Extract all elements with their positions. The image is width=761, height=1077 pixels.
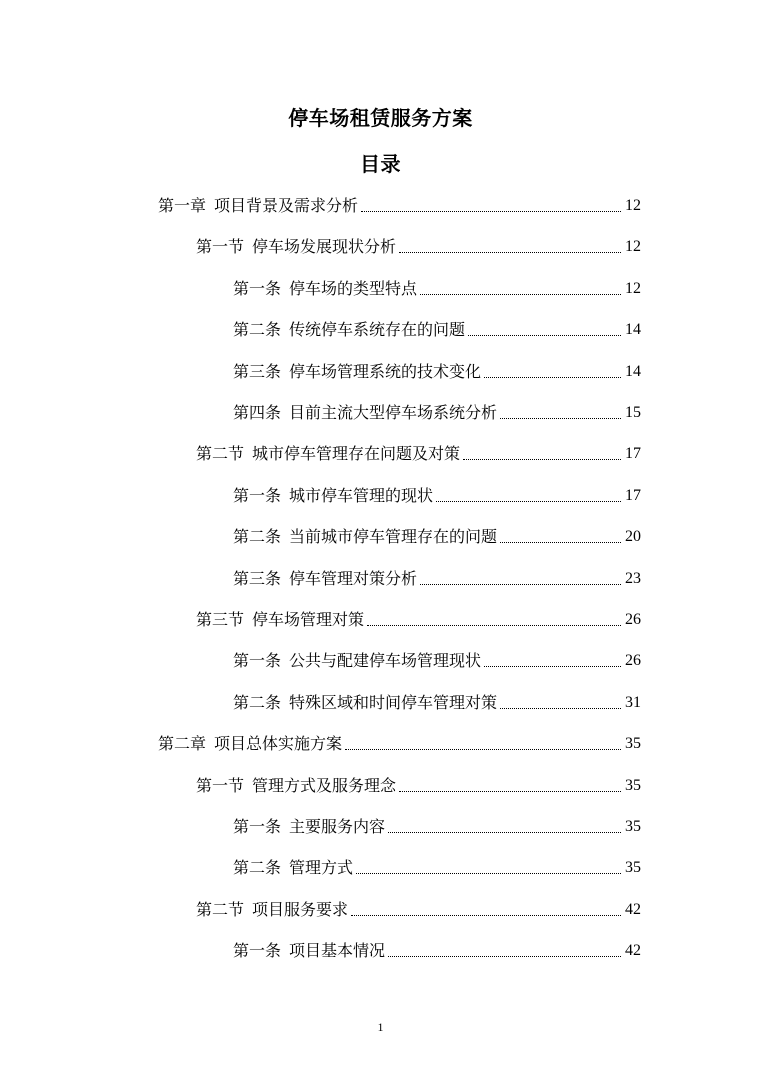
toc-entry-page: 35 (625, 859, 641, 876)
toc-entry[interactable] (196, 442, 641, 466)
toc-dot-leader (420, 584, 621, 585)
toc-dot-leader (500, 542, 621, 543)
toc-entry-page: 42 (625, 942, 641, 959)
toc-entry-page: 12 (625, 280, 641, 297)
toc-entry-title: 项目基本情况 (289, 941, 386, 960)
toc-entry-title: 项目背景及需求分析 (214, 196, 359, 215)
toc-entry-number: 第一条 (233, 817, 282, 836)
toc-dot-leader (399, 791, 621, 792)
toc-dot-leader (436, 501, 621, 502)
toc-entry-title: 特殊区域和时间停车管理对策 (289, 693, 498, 712)
toc-dot-leader (356, 873, 621, 874)
toc-dot-leader (463, 459, 621, 460)
toc-entry-number: 第二节 (196, 900, 245, 919)
toc-entry-number: 第一条 (233, 941, 282, 960)
toc-entry-page: 42 (625, 901, 641, 918)
toc-entry-title: 项目服务要求 (252, 900, 349, 919)
toc-dot-leader (420, 294, 621, 295)
toc-dot-leader (345, 749, 621, 750)
toc-entry-number: 第二节 (196, 444, 245, 463)
toc-dot-leader (399, 252, 621, 253)
toc-entry-number: 第二条 (233, 320, 282, 339)
toc-dot-leader (388, 956, 621, 957)
toc-entry-title: 传统停车系统存在的问题 (289, 320, 466, 339)
toc-entry[interactable] (233, 318, 641, 342)
toc-entry-number: 第一章 (158, 196, 207, 215)
toc-entry[interactable] (233, 815, 641, 839)
document-title: 停车场租赁服务方案 (288, 106, 473, 130)
toc-entry-title: 目前主流大型停车场系统分析 (289, 403, 498, 422)
toc-entry[interactable] (233, 567, 641, 591)
toc-entry[interactable] (233, 525, 641, 549)
toc-entry-page: 14 (625, 363, 641, 380)
toc-entry-number: 第一条 (233, 486, 282, 505)
toc-entry-page: 17 (625, 487, 641, 504)
toc-entry-page: 12 (625, 238, 641, 255)
toc-entry[interactable] (233, 939, 641, 963)
toc-entry-title: 项目总体实施方案 (214, 734, 343, 753)
toc-entry-page: 35 (625, 735, 641, 752)
toc-entry-title: 主要服务内容 (289, 817, 386, 836)
toc-entry-title: 当前城市停车管理存在的问题 (289, 527, 498, 546)
toc-entry[interactable] (233, 691, 641, 715)
toc-entry-number: 第一条 (233, 651, 282, 670)
toc-entry[interactable] (233, 484, 641, 508)
toc-entry-page: 20 (625, 528, 641, 545)
toc-entry[interactable] (196, 898, 641, 922)
toc-dot-leader (500, 418, 621, 419)
toc-entry-page: 23 (625, 570, 641, 587)
toc-entry[interactable] (196, 608, 641, 632)
toc-heading: 目录 (360, 152, 401, 176)
toc-entry-page: 15 (625, 404, 641, 421)
toc-entry-title: 城市停车管理的现状 (289, 486, 434, 505)
toc-dot-leader (367, 625, 621, 626)
toc-entry-number: 第三节 (196, 610, 245, 629)
toc-entry[interactable] (158, 194, 641, 218)
toc-entry-number: 第二条 (233, 858, 282, 877)
toc-dot-leader (361, 211, 621, 212)
toc-entry-number: 第二条 (233, 693, 282, 712)
toc-entry-number: 第三条 (233, 569, 282, 588)
footer-page-number: 1 (377, 1020, 384, 1034)
toc-dot-leader (500, 708, 621, 709)
toc-entry-title: 城市停车管理存在问题及对策 (252, 444, 461, 463)
toc-entry-title: 管理方式 (289, 858, 354, 877)
toc-dot-leader (351, 915, 621, 916)
toc-entry[interactable] (233, 856, 641, 880)
toc-entry-number: 第一节 (196, 237, 245, 256)
toc-entry-page: 17 (625, 445, 641, 462)
toc-entry[interactable] (158, 732, 641, 756)
toc-entry[interactable] (233, 401, 641, 425)
toc-entry-number: 第四条 (233, 403, 282, 422)
toc-entry-number: 第一条 (233, 279, 282, 298)
toc-entry-page: 26 (625, 652, 641, 669)
toc-entry[interactable] (233, 360, 641, 384)
toc-dot-leader (468, 335, 621, 336)
toc-entry-page: 26 (625, 611, 641, 628)
toc-entry-page: 12 (625, 197, 641, 214)
toc-entry-title: 管理方式及服务理念 (252, 776, 397, 795)
toc-entry-title: 公共与配建停车场管理现状 (289, 651, 482, 670)
toc-entry-number: 第三条 (233, 362, 282, 381)
toc-entry-title: 停车管理对策分析 (289, 569, 418, 588)
toc-entry-number: 第二章 (158, 734, 207, 753)
toc-entry-number: 第一节 (196, 776, 245, 795)
toc-entry[interactable] (196, 774, 641, 798)
toc-entry-page: 14 (625, 321, 641, 338)
toc-dot-leader (484, 666, 621, 667)
toc-entry-page: 35 (625, 818, 641, 835)
toc-entry-page: 35 (625, 777, 641, 794)
toc-dot-leader (484, 377, 621, 378)
toc-entry-title: 停车场的类型特点 (289, 279, 418, 298)
toc-entry-title: 停车场管理对策 (252, 610, 365, 629)
toc-entry[interactable] (233, 277, 641, 301)
toc-entry-page: 31 (625, 694, 641, 711)
toc-entry[interactable] (196, 235, 641, 259)
toc-entry-number: 第二条 (233, 527, 282, 546)
toc-entry-title: 停车场管理系统的技术变化 (289, 362, 482, 381)
toc-entry[interactable] (233, 649, 641, 673)
toc-entry-title: 停车场发展现状分析 (252, 237, 397, 256)
toc-dot-leader (388, 832, 621, 833)
